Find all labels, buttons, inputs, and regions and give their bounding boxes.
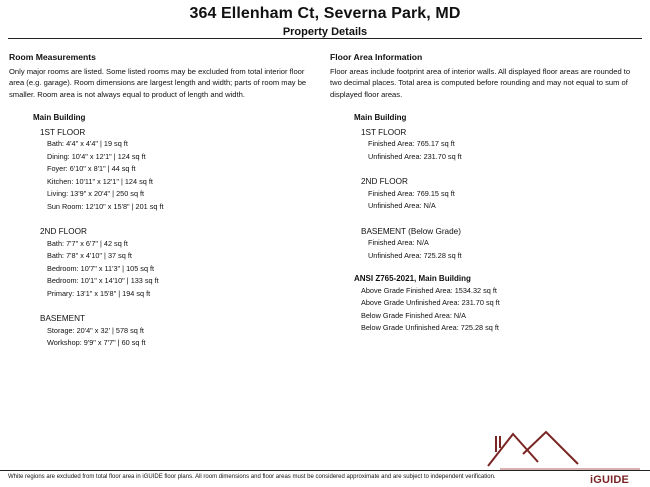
room-item: Bath: 7'8" x 4'10" | 37 sq ft bbox=[47, 251, 132, 260]
floor-area-description: Floor areas include footprint area of interior walls. All displayed floor areas are rounded to two decimal places. Total area is computed before rounding and may not equal to sum of displayed floor areas. bbox=[330, 66, 631, 99]
floor-name: 1ST FLOOR bbox=[361, 127, 407, 137]
room-item: Bath: 4'4" x 4'4" | 19 sq ft bbox=[47, 139, 128, 148]
building-name: Main Building bbox=[354, 113, 407, 122]
room-item: Bedroom: 10'1" x 14'10" | 133 sq ft bbox=[47, 276, 159, 285]
floor-name: BASEMENT bbox=[40, 314, 86, 323]
footer-note: White regions are excluded from total floor area in iGUIDE floor plans. All room dimensions and floor areas must be considered approximate and are subject to independent verification. bbox=[8, 474, 496, 480]
ansi-line: Below Grade Unfinished Area: 725.28 sq ft bbox=[361, 323, 499, 332]
footer-divider bbox=[0, 470, 650, 471]
floor-name: 1ST FLOOR bbox=[40, 127, 86, 137]
page-title: 364 Ellenham Ct, Severna Park, MD bbox=[189, 5, 461, 22]
room-item: Primary: 13'1" x 15'8" | 194 sq ft bbox=[47, 288, 151, 298]
room-measurements-section bbox=[9, 52, 314, 350]
room-item: Bath: 7'7" x 6'7" | 42 sq ft bbox=[47, 238, 128, 248]
room-item: Storage: 20'4" x 32' | 578 sq ft bbox=[47, 325, 144, 335]
floor-name: BASEMENT (Below Grade) bbox=[361, 226, 461, 236]
building-name: Main Building bbox=[33, 113, 86, 122]
room-measurements-title: Room Measurements bbox=[9, 52, 96, 62]
page-subtitle: Property Details bbox=[282, 26, 368, 38]
room-item: Workshop: 9'9" x 7'7" | 60 sq ft bbox=[47, 338, 146, 347]
ansi-line: Above Grade Unfinished Area: 231.70 sq ft bbox=[361, 298, 500, 307]
unfinished-area: Unfinished Area: 725.28 sq ft bbox=[368, 250, 462, 260]
header-divider bbox=[8, 38, 642, 39]
floor-area-title: Floor Area Information bbox=[330, 52, 423, 62]
room-item: Sun Room: 12'10" x 15'8" | 201 sq ft bbox=[47, 201, 164, 211]
room-item: Dining: 10'4" x 12'1" | 124 sq ft bbox=[47, 151, 146, 161]
unfinished-area: Unfinished Area: 231.70 sq ft bbox=[368, 151, 462, 161]
ansi-line: Above Grade Finished Area: 1534.32 sq ft bbox=[361, 285, 497, 295]
unfinished-area: Unfinished Area: N/A bbox=[368, 201, 436, 210]
room-item: Bedroom: 10'7" x 11'3" | 105 sq ft bbox=[47, 263, 155, 273]
finished-area: Finished Area: 765.17 sq ft bbox=[368, 139, 455, 148]
floor-area-section bbox=[330, 52, 642, 335]
ansi-line: Below Grade Finished Area: N/A bbox=[361, 310, 467, 320]
brand-logo: iGUIDE bbox=[590, 474, 630, 486]
room-item: Foyer: 6'10" x 8'1" | 44 sq ft bbox=[47, 164, 136, 173]
ansi-title: ANSI Z765-2021, Main Building bbox=[354, 274, 471, 283]
finished-area: Finished Area: N/A bbox=[368, 238, 429, 247]
finished-area: Finished Area: 769.15 sq ft bbox=[368, 188, 455, 198]
room-item: Living: 13'9" x 20'4" | 250 sq ft bbox=[47, 189, 145, 198]
floor-name: 2ND FLOOR bbox=[40, 227, 87, 236]
room-measurements-description: Only major rooms are listed. Some listed rooms may be excluded from total interior floor area (e.g. garage). Room dimensions are largest length and width; parts of room may be smaller. Room area is not always equal to product of length and width. bbox=[9, 66, 307, 99]
room-item: Kitchen: 10'11" x 12'1" | 124 sq ft bbox=[47, 176, 153, 186]
floor-name: 2ND FLOOR bbox=[361, 177, 408, 186]
